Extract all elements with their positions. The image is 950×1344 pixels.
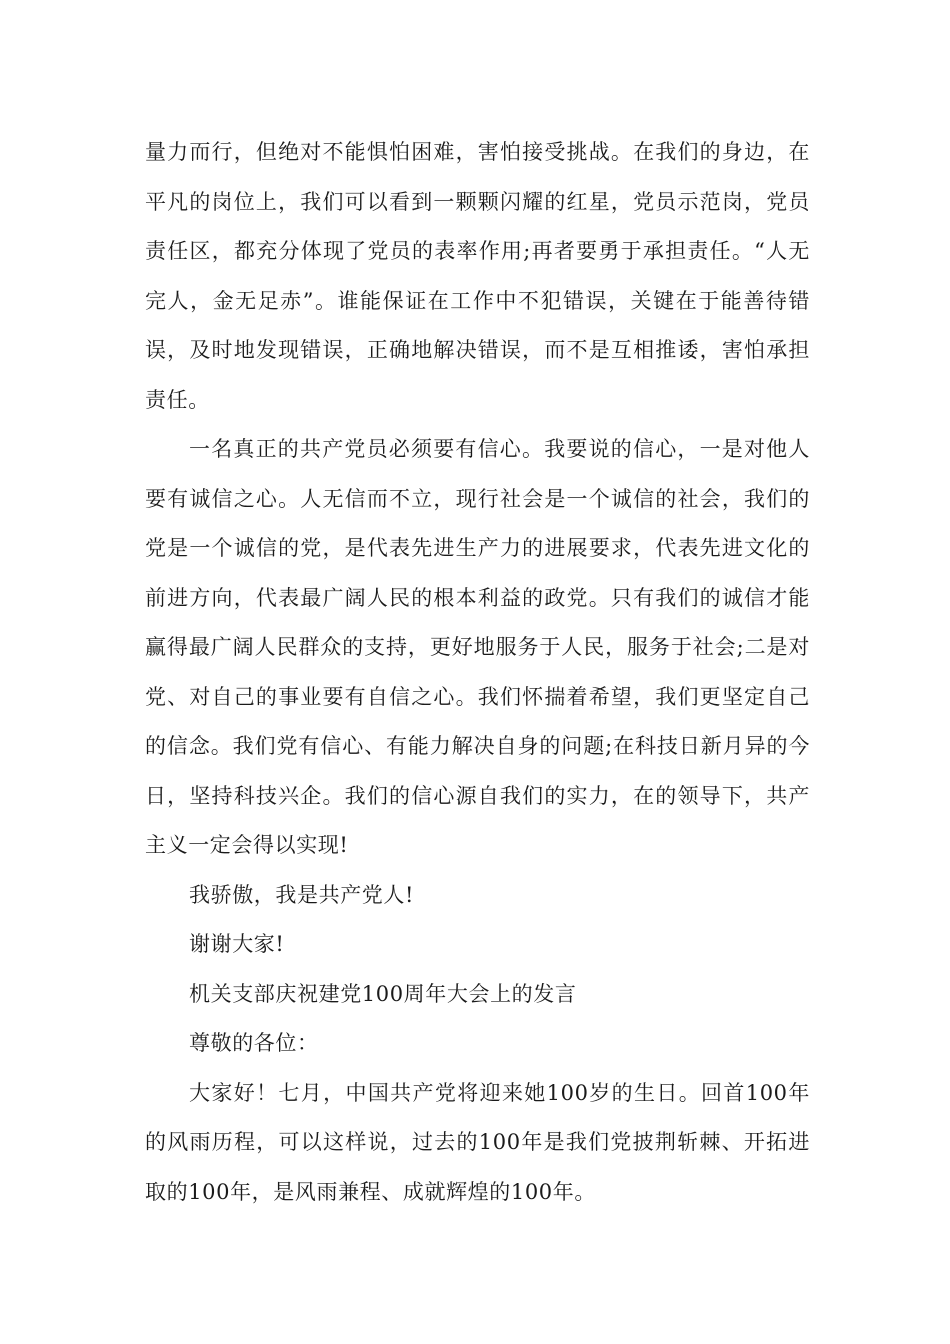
paragraph-confidence: 一名真正的共产党员必须要有信心。我要说的信心，一是对他人要有诚信之心。人无信而不立，现行社会是一个诚信的社会，我们的党是一个诚信的党，是代表先进生产力的进展要求，代表先进文化的前进方向，代表最广阔人民的根本利益的政党。只有我们的诚信才能赢得最广阔人民群众的支持，更好地服务于人民，服务于社会;二是对党、对自己的事业要有自信之心。我们怀揣着希望，我们更坚定自己的信念。我们党有信心、有能力解决自身的问题;在科技日新月异的今日，坚持科技兴企。我们的信心源自我们的实力，在的领导下，共产主义一定会得以实现! bbox=[145, 437, 810, 857]
speech-title: 机关支部庆祝建党100周年大会上的发言 bbox=[189, 981, 577, 1006]
paragraph-thanks: 谢谢大家! bbox=[189, 932, 285, 956]
paragraph-greeting: 大家好！七月，中国共产党将迎来她100岁的生日。回首100年的风雨历程，可以这样说，过去的100年是我们党披荆斩棘、开拓进取的100年，是风雨兼程、成就辉煌的100年。 bbox=[145, 1080, 810, 1204]
salutation: 尊敬的各位： bbox=[189, 1031, 319, 1055]
paragraph-pride: 我骄傲，我是共产党人! bbox=[189, 882, 415, 907]
paragraph-responsibility: 量力而行，但绝对不能惧怕困难，害怕接受挑战。在我们的身边，在平凡的岗位上，我们可以看到一颗颗闪耀的红星，党员示范岗，党员责任区，都充分体现了党员的表率作用;再者要勇于承担责任。“人无完人，金无足赤”。谁能保证在工作中不犯错误，关键在于能善待错误，及时地发现错误，正确地解决错误，而不是互相推诿，害怕承担责任。 bbox=[145, 140, 810, 412]
document-body bbox=[145, 128, 810, 1217]
